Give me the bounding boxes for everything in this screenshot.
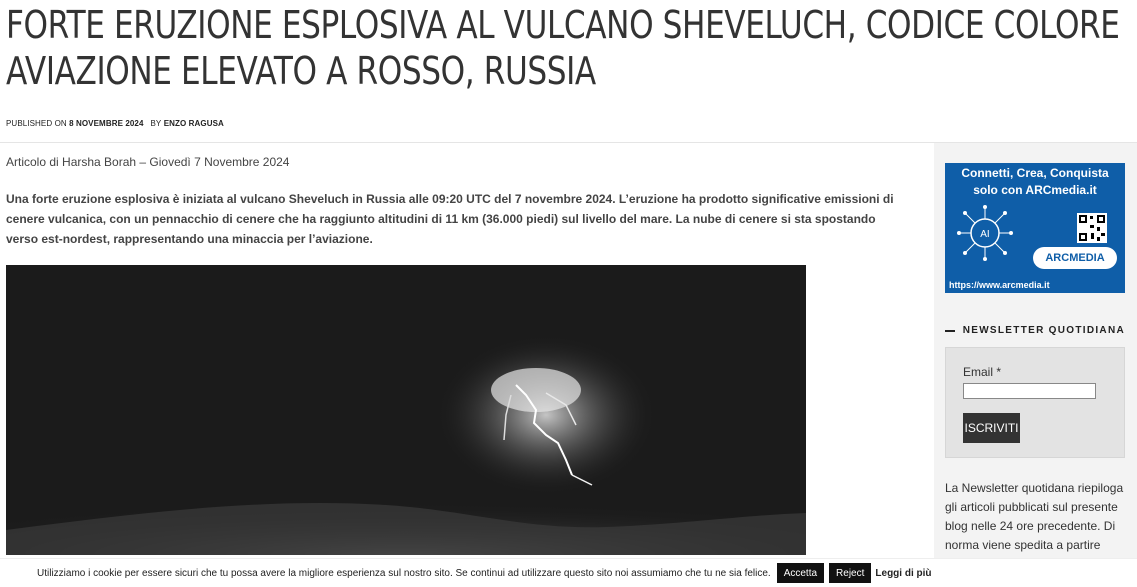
cookie-reject-button[interactable]: Reject: [829, 563, 871, 583]
ai-circuit-icon: [955, 203, 1015, 263]
by-prefix: BY: [150, 119, 162, 128]
cookie-read-more-link[interactable]: Leggi di più: [875, 567, 932, 579]
qr-code-icon: [1077, 213, 1107, 243]
newsletter-description: La Newsletter quotidana riepiloga gli articoli pubblicati sul presente blog nelle 24 ore precedente. Di norma viene spedita a partire: [945, 481, 1124, 552]
arcmedia-logo: ARCMEDIA: [1033, 247, 1117, 269]
email-label: Email *: [963, 365, 1002, 379]
newsletter-heading-text: NEWSLETTER QUOTIDIANA: [962, 325, 1125, 336]
eruption-photo-graphic: [6, 265, 806, 555]
article-meta: [6, 119, 224, 128]
heading-dash: [945, 330, 955, 332]
published-date-link[interactable]: 8 NOVEMBRE 2024: [69, 119, 144, 128]
author-link[interactable]: ENZO RAGUSA: [163, 119, 224, 128]
volcano-eruption-photo: [6, 265, 806, 555]
email-field[interactable]: [963, 383, 1096, 399]
ad-headline-line-2: solo con ARCmedia.it: [973, 183, 1097, 197]
ad-headline-line-1: Connetti, Crea, Conquista: [961, 166, 1109, 180]
subscribe-button[interactable]: ISCRIVITI: [963, 413, 1020, 443]
cookie-bar: [0, 558, 1137, 587]
article-title: [6, 2, 1120, 94]
ad-headline: [945, 165, 1125, 199]
cookie-accept-button[interactable]: Accetta: [777, 563, 824, 583]
ad-url[interactable]: https://www.arcmedia.it: [949, 280, 1050, 290]
article-title-line-1: FORTE ERUZIONE ESPLOSIVA AL VULCANO SHEVELUCH, CODICE COLORE: [6, 3, 1120, 47]
article-title-line-2: AVIAZIONE ELEVATO A ROSSO, RUSSIA: [6, 49, 596, 93]
cookie-message: Utilizziamo i cookie per essere sicuri che tu possa avere la migliore esperienza sul nostro sito. Se continui ad utilizzare questo sito noi assumiamo che tu ne sia felice.: [37, 567, 771, 579]
newsletter-heading: [945, 325, 1125, 336]
ai-icon-label: AI: [980, 229, 990, 240]
published-prefix: PUBLISHED ON: [6, 119, 67, 128]
arcmedia-ad-banner[interactable]: [945, 163, 1125, 293]
article-byline: Articolo di Harsha Borah – Giovedì 7 Novembre 2024: [6, 155, 290, 169]
newsletter-form: [945, 347, 1125, 458]
article-lead: Una forte eruzione esplosiva è iniziata al vulcano Sheveluch in Russia alle 09:20 UTC del 7 novembre 2024. L’eruzione ha prodotto significative emissioni di cenere vulcanica, con un pennacchio di cenere che ha raggiunto altitudini di 11 km (36.000 piedi) sul livello del mare. La nube di cenere si sta spostando verso est-nordest, rappresentando una minaccia per l’aviazione.: [6, 192, 894, 246]
